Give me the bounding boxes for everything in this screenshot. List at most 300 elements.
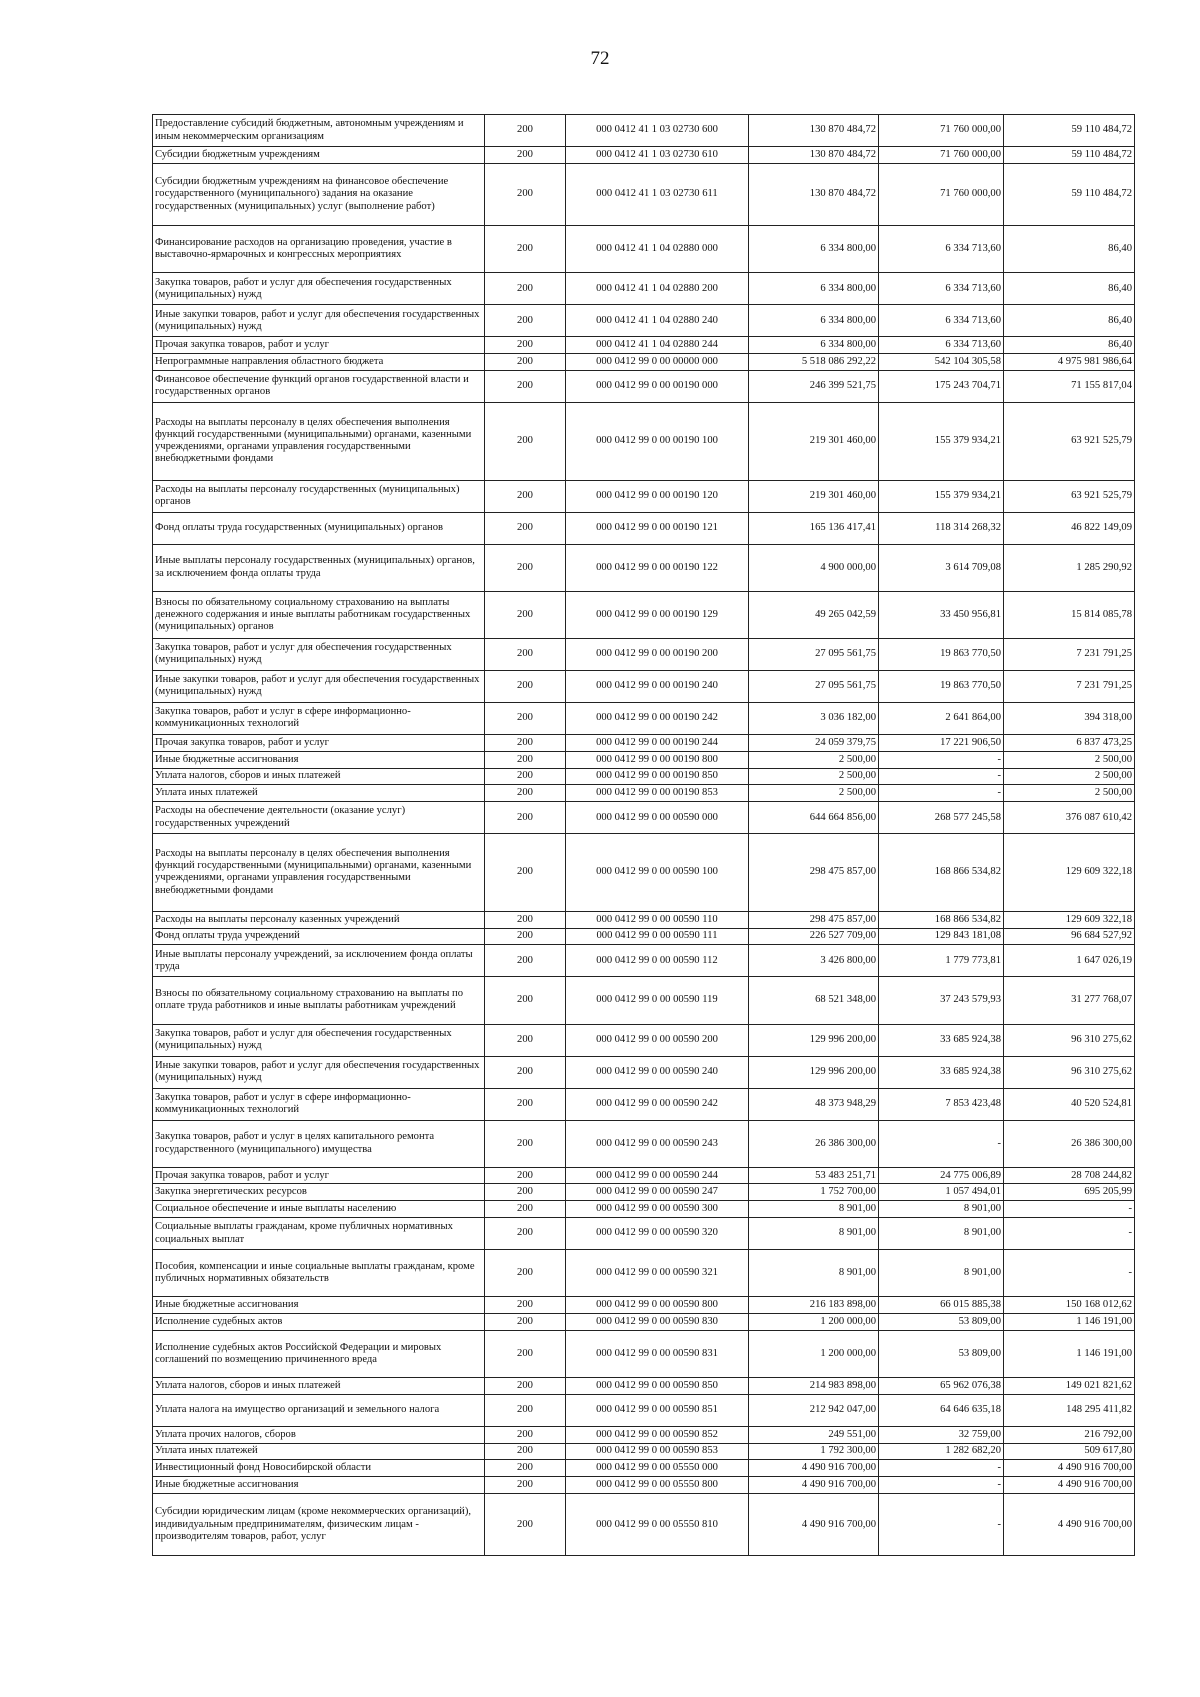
table-row: [153, 1297, 1135, 1314]
row-classification-cell: 000 0412 41 1 04 02880 240: [566, 305, 749, 337]
row-approved-cell: 212 942 047,00: [749, 1394, 879, 1426]
row-name-cell: Уплата налога на имущество организаций и земельного налога: [153, 1394, 485, 1426]
table-row: [153, 1056, 1135, 1088]
row-unexecuted-cell: 4 490 916 700,00: [1004, 1460, 1135, 1477]
row-executed-cell: -: [879, 1494, 1004, 1556]
row-unexecuted-cell: 1 146 191,00: [1004, 1314, 1135, 1331]
row-name-cell: Субсидии юридическим лицам (кроме некоммерческих организаций), индивидуальным предпринимателям, физическим лицам - производителям товаров, работ, услуг: [153, 1494, 485, 1556]
row-unexecuted-cell: 7 231 791,25: [1004, 638, 1135, 670]
row-classification-cell: 000 0412 99 0 00 05550 800: [566, 1477, 749, 1494]
row-approved-cell: 219 301 460,00: [749, 402, 879, 480]
table-row: [153, 273, 1135, 305]
row-code-cell: 200: [485, 147, 566, 164]
row-classification-cell: 000 0412 41 1 04 02880 000: [566, 226, 749, 273]
row-approved-cell: 2 500,00: [749, 751, 879, 768]
row-name-cell: Непрограммные направления областного бюджета: [153, 354, 485, 371]
row-classification-cell: 000 0412 99 0 00 00590 853: [566, 1443, 749, 1460]
row-classification-cell: 000 0412 99 0 00 00190 122: [566, 544, 749, 591]
row-code-cell: 200: [485, 226, 566, 273]
row-code-cell: 200: [485, 402, 566, 480]
page-number: 72: [590, 48, 610, 69]
row-executed-cell: 37 243 579,93: [879, 977, 1004, 1024]
row-classification-cell: 000 0412 99 0 00 05550 000: [566, 1460, 749, 1477]
row-unexecuted-cell: 7 231 791,25: [1004, 670, 1135, 702]
row-name-cell: Иные бюджетные ассигнования: [153, 1477, 485, 1494]
table-row: [153, 370, 1135, 402]
row-unexecuted-cell: 26 386 300,00: [1004, 1120, 1135, 1167]
row-classification-cell: 000 0412 99 0 00 00590 852: [566, 1426, 749, 1443]
row-unexecuted-cell: 28 708 244,82: [1004, 1167, 1135, 1184]
row-classification-cell: 000 0412 41 1 03 02730 600: [566, 115, 749, 147]
table-row: [153, 1088, 1135, 1120]
row-classification-cell: 000 0412 99 0 00 00590 831: [566, 1330, 749, 1377]
row-classification-cell: 000 0412 99 0 00 00590 320: [566, 1218, 749, 1250]
row-classification-cell: 000 0412 99 0 00 00190 120: [566, 480, 749, 512]
row-executed-cell: 8 901,00: [879, 1201, 1004, 1218]
row-executed-cell: 6 334 713,60: [879, 337, 1004, 354]
row-executed-cell: 129 843 181,08: [879, 928, 1004, 945]
row-executed-cell: 71 760 000,00: [879, 115, 1004, 147]
table-row: [153, 163, 1135, 225]
row-approved-cell: 1 200 000,00: [749, 1330, 879, 1377]
row-name-cell: Взносы по обязательному социальному страхованию на выплаты по оплате труда работников и иные выплаты работникам учреждений: [153, 977, 485, 1024]
row-classification-cell: 000 0412 99 0 00 00190 853: [566, 785, 749, 802]
row-code-cell: 200: [485, 163, 566, 225]
table-row: [153, 1378, 1135, 1395]
row-name-cell: Иные выплаты персоналу учреждений, за исключением фонда оплаты труда: [153, 945, 485, 977]
row-name-cell: Исполнение судебных актов Российской Федерации и мировых соглашений по возмещению причиненного вреда: [153, 1330, 485, 1377]
row-approved-cell: 8 901,00: [749, 1201, 879, 1218]
row-classification-cell: 000 0412 99 0 00 00190 200: [566, 638, 749, 670]
row-approved-cell: 216 183 898,00: [749, 1297, 879, 1314]
row-name-cell: Социальные выплаты гражданам, кроме публичных нормативных социальных выплат: [153, 1218, 485, 1250]
row-approved-cell: 6 334 800,00: [749, 305, 879, 337]
row-executed-cell: 53 809,00: [879, 1330, 1004, 1377]
row-name-cell: Иные закупки товаров, работ и услуг для обеспечения государственных (муниципальных) нужд: [153, 305, 485, 337]
row-executed-cell: 66 015 885,38: [879, 1297, 1004, 1314]
row-classification-cell: 000 0412 99 0 00 00590 850: [566, 1378, 749, 1395]
row-unexecuted-cell: -: [1004, 1218, 1135, 1250]
row-classification-cell: 000 0412 41 1 03 02730 611: [566, 163, 749, 225]
row-approved-cell: 3 036 182,00: [749, 702, 879, 734]
table-row: [153, 1394, 1135, 1426]
row-code-cell: 200: [485, 1088, 566, 1120]
row-classification-cell: 000 0412 99 0 00 00190 100: [566, 402, 749, 480]
row-classification-cell: 000 0412 99 0 00 00590 110: [566, 911, 749, 928]
row-code-cell: 200: [485, 1120, 566, 1167]
row-approved-cell: 1 200 000,00: [749, 1314, 879, 1331]
row-code-cell: 200: [485, 670, 566, 702]
table-row: [153, 1443, 1135, 1460]
row-name-cell: Фонд оплаты труда учреждений: [153, 928, 485, 945]
row-classification-cell: 000 0412 99 0 00 00190 800: [566, 751, 749, 768]
table-row: [153, 802, 1135, 834]
table-row: [153, 1167, 1135, 1184]
table-row: [153, 1477, 1135, 1494]
row-approved-cell: 4 900 000,00: [749, 544, 879, 591]
row-unexecuted-cell: 86,40: [1004, 337, 1135, 354]
row-classification-cell: 000 0412 99 0 00 00190 000: [566, 370, 749, 402]
table-row: [153, 1184, 1135, 1201]
row-code-cell: 200: [485, 1167, 566, 1184]
row-unexecuted-cell: 129 609 322,18: [1004, 834, 1135, 912]
row-classification-cell: 000 0412 99 0 00 00590 240: [566, 1056, 749, 1088]
row-executed-cell: 8 901,00: [879, 1250, 1004, 1297]
row-code-cell: 200: [485, 115, 566, 147]
row-unexecuted-cell: 59 110 484,72: [1004, 147, 1135, 164]
row-name-cell: Закупка энергетических ресурсов: [153, 1184, 485, 1201]
row-unexecuted-cell: 148 295 411,82: [1004, 1394, 1135, 1426]
row-unexecuted-cell: 6 837 473,25: [1004, 734, 1135, 751]
row-executed-cell: 6 334 713,60: [879, 305, 1004, 337]
table-row: [153, 785, 1135, 802]
row-classification-cell: 000 0412 99 0 00 00190 121: [566, 512, 749, 544]
row-unexecuted-cell: 59 110 484,72: [1004, 115, 1135, 147]
row-classification-cell: 000 0412 99 0 00 00590 830: [566, 1314, 749, 1331]
row-approved-cell: 6 334 800,00: [749, 337, 879, 354]
row-approved-cell: 6 334 800,00: [749, 226, 879, 273]
row-executed-cell: 8 901,00: [879, 1218, 1004, 1250]
row-approved-cell: 298 475 857,00: [749, 911, 879, 928]
row-unexecuted-cell: 71 155 817,04: [1004, 370, 1135, 402]
row-approved-cell: 3 426 800,00: [749, 945, 879, 977]
row-name-cell: Уплата иных платежей: [153, 785, 485, 802]
row-executed-cell: 7 853 423,48: [879, 1088, 1004, 1120]
row-code-cell: 200: [485, 1477, 566, 1494]
row-classification-cell: 000 0412 99 0 00 00590 244: [566, 1167, 749, 1184]
row-executed-cell: -: [879, 751, 1004, 768]
row-classification-cell: 000 0412 41 1 04 02880 244: [566, 337, 749, 354]
row-approved-cell: 129 996 200,00: [749, 1056, 879, 1088]
row-approved-cell: 130 870 484,72: [749, 163, 879, 225]
row-executed-cell: 168 866 534,82: [879, 911, 1004, 928]
row-code-cell: 200: [485, 512, 566, 544]
row-code-cell: 200: [485, 834, 566, 912]
row-unexecuted-cell: 86,40: [1004, 226, 1135, 273]
row-code-cell: 200: [485, 480, 566, 512]
row-approved-cell: 48 373 948,29: [749, 1088, 879, 1120]
row-name-cell: Закупка товаров, работ и услуг для обеспечения государственных (муниципальных) нужд: [153, 638, 485, 670]
row-code-cell: 200: [485, 1378, 566, 1395]
row-name-cell: Социальное обеспечение и иные выплаты населению: [153, 1201, 485, 1218]
row-name-cell: Финансовое обеспечение функций органов государственной власти и государственных органов: [153, 370, 485, 402]
row-approved-cell: 68 521 348,00: [749, 977, 879, 1024]
row-executed-cell: 24 775 006,89: [879, 1167, 1004, 1184]
row-name-cell: Прочая закупка товаров, работ и услуг: [153, 1167, 485, 1184]
row-classification-cell: 000 0412 99 0 00 00590 119: [566, 977, 749, 1024]
row-executed-cell: 1 282 682,20: [879, 1443, 1004, 1460]
row-classification-cell: 000 0412 99 0 00 00590 200: [566, 1024, 749, 1056]
row-classification-cell: 000 0412 99 0 00 00590 851: [566, 1394, 749, 1426]
row-executed-cell: 1 057 494,01: [879, 1184, 1004, 1201]
row-code-cell: 200: [485, 1297, 566, 1314]
row-approved-cell: 27 095 561,75: [749, 670, 879, 702]
table-row: [153, 928, 1135, 945]
row-unexecuted-cell: 129 609 322,18: [1004, 911, 1135, 928]
row-unexecuted-cell: 376 087 610,42: [1004, 802, 1135, 834]
row-code-cell: 200: [485, 768, 566, 785]
row-executed-cell: 71 760 000,00: [879, 163, 1004, 225]
table-row: [153, 1201, 1135, 1218]
row-code-cell: 200: [485, 785, 566, 802]
row-code-cell: 200: [485, 1426, 566, 1443]
table-row: [153, 115, 1135, 147]
row-code-cell: 200: [485, 1024, 566, 1056]
row-code-cell: 200: [485, 1494, 566, 1556]
row-name-cell: Расходы на выплаты персоналу государственных (муниципальных) органов: [153, 480, 485, 512]
row-unexecuted-cell: 40 520 524,81: [1004, 1088, 1135, 1120]
row-code-cell: 200: [485, 305, 566, 337]
row-classification-cell: 000 0412 99 0 00 00590 800: [566, 1297, 749, 1314]
table-row: [153, 512, 1135, 544]
row-executed-cell: 33 685 924,38: [879, 1056, 1004, 1088]
row-approved-cell: 298 475 857,00: [749, 834, 879, 912]
row-unexecuted-cell: 4 490 916 700,00: [1004, 1494, 1135, 1556]
row-name-cell: Расходы на выплаты персоналу в целях обеспечения выполнения функций государственными (муниципальными) органами, казенными учреждениями, органами управления государственными внебюджетными фондами: [153, 834, 485, 912]
row-unexecuted-cell: 394 318,00: [1004, 702, 1135, 734]
row-name-cell: Взносы по обязательному социальному страхованию на выплаты денежного содержания и иные выплаты работникам государственных (муниципальных) органов: [153, 591, 485, 638]
row-classification-cell: 000 0412 99 0 00 00190 850: [566, 768, 749, 785]
row-code-cell: 200: [485, 751, 566, 768]
row-executed-cell: -: [879, 1120, 1004, 1167]
row-unexecuted-cell: 695 205,99: [1004, 1184, 1135, 1201]
row-name-cell: Закупка товаров, работ и услуг в сфере информационно-коммуникационных технологий: [153, 1088, 485, 1120]
table-row: [153, 768, 1135, 785]
row-approved-cell: 6 334 800,00: [749, 273, 879, 305]
row-classification-cell: 000 0412 99 0 00 00590 111: [566, 928, 749, 945]
row-name-cell: Уплата иных платежей: [153, 1443, 485, 1460]
row-name-cell: Расходы на выплаты персоналу казенных учреждений: [153, 911, 485, 928]
row-classification-cell: 000 0412 99 0 00 00190 240: [566, 670, 749, 702]
row-executed-cell: 17 221 906,50: [879, 734, 1004, 751]
row-code-cell: 200: [485, 1056, 566, 1088]
row-approved-cell: 4 490 916 700,00: [749, 1477, 879, 1494]
row-approved-cell: 644 664 856,00: [749, 802, 879, 834]
row-name-cell: Инвестиционный фонд Новосибирской области: [153, 1460, 485, 1477]
row-code-cell: 200: [485, 945, 566, 977]
row-approved-cell: 1 752 700,00: [749, 1184, 879, 1201]
row-classification-cell: 000 0412 41 1 03 02730 610: [566, 147, 749, 164]
row-name-cell: Прочая закупка товаров, работ и услуг: [153, 337, 485, 354]
row-name-cell: Закупка товаров, работ и услуг для обеспечения государственных (муниципальных) нужд: [153, 1024, 485, 1056]
row-approved-cell: 4 490 916 700,00: [749, 1494, 879, 1556]
row-name-cell: Закупка товаров, работ и услуг для обеспечения государственных (муниципальных) нужд: [153, 273, 485, 305]
row-unexecuted-cell: 150 168 012,62: [1004, 1297, 1135, 1314]
row-unexecuted-cell: 96 684 527,92: [1004, 928, 1135, 945]
row-unexecuted-cell: 1 647 026,19: [1004, 945, 1135, 977]
row-classification-cell: 000 0412 99 0 00 00190 129: [566, 591, 749, 638]
row-executed-cell: -: [879, 1460, 1004, 1477]
row-unexecuted-cell: 31 277 768,07: [1004, 977, 1135, 1024]
row-approved-cell: 249 551,00: [749, 1426, 879, 1443]
row-approved-cell: 226 527 709,00: [749, 928, 879, 945]
row-unexecuted-cell: -: [1004, 1201, 1135, 1218]
table-row: [153, 1426, 1135, 1443]
row-classification-cell: 000 0412 99 0 00 00590 112: [566, 945, 749, 977]
row-code-cell: 200: [485, 928, 566, 945]
row-executed-cell: 268 577 245,58: [879, 802, 1004, 834]
row-approved-cell: 1 792 300,00: [749, 1443, 879, 1460]
row-approved-cell: 26 386 300,00: [749, 1120, 879, 1167]
row-unexecuted-cell: 63 921 525,79: [1004, 402, 1135, 480]
row-executed-cell: -: [879, 785, 1004, 802]
table-row: [153, 734, 1135, 751]
row-classification-cell: 000 0412 99 0 00 00000 000: [566, 354, 749, 371]
row-executed-cell: -: [879, 1477, 1004, 1494]
row-code-cell: 200: [485, 1250, 566, 1297]
row-name-cell: Предоставление субсидий бюджетным, автономным учреждениям и иным некоммерческим организациям: [153, 115, 485, 147]
row-executed-cell: 65 962 076,38: [879, 1378, 1004, 1395]
row-name-cell: Иные бюджетные ассигнования: [153, 1297, 485, 1314]
row-unexecuted-cell: 63 921 525,79: [1004, 480, 1135, 512]
row-executed-cell: 71 760 000,00: [879, 147, 1004, 164]
row-classification-cell: 000 0412 99 0 00 00190 244: [566, 734, 749, 751]
table-row: [153, 834, 1135, 912]
row-name-cell: Исполнение судебных актов: [153, 1314, 485, 1331]
row-executed-cell: 1 779 773,81: [879, 945, 1004, 977]
table-row: [153, 480, 1135, 512]
row-unexecuted-cell: 96 310 275,62: [1004, 1056, 1135, 1088]
row-executed-cell: 33 450 956,81: [879, 591, 1004, 638]
row-name-cell: Закупка товаров, работ и услуг в сфере информационно-коммуникационных технологий: [153, 702, 485, 734]
row-code-cell: 200: [485, 544, 566, 591]
row-code-cell: 200: [485, 734, 566, 751]
row-name-cell: Иные бюджетные ассигнования: [153, 751, 485, 768]
row-executed-cell: 53 809,00: [879, 1314, 1004, 1331]
table-row: [153, 977, 1135, 1024]
row-code-cell: 200: [485, 354, 566, 371]
row-classification-cell: 000 0412 99 0 00 00590 321: [566, 1250, 749, 1297]
row-approved-cell: 5 518 086 292,22: [749, 354, 879, 371]
table-row: [153, 1314, 1135, 1331]
row-name-cell: Расходы на обеспечение деятельности (оказание услуг) государственных учреждений: [153, 802, 485, 834]
row-name-cell: Расходы на выплаты персоналу в целях обеспечения выполнения функций государственными (муниципальными) органами, казенными учреждениями, органами управления государственными внебюджетными фондами: [153, 402, 485, 480]
row-name-cell: Иные закупки товаров, работ и услуг для обеспечения государственных (муниципальных) нужд: [153, 1056, 485, 1088]
table-row: [153, 337, 1135, 354]
row-approved-cell: 219 301 460,00: [749, 480, 879, 512]
table-row: [153, 1460, 1135, 1477]
row-approved-cell: 24 059 379,75: [749, 734, 879, 751]
row-unexecuted-cell: 46 822 149,09: [1004, 512, 1135, 544]
row-name-cell: Субсидии бюджетным учреждениям на финансовое обеспечение государственного (муниципального) задания на оказание государственных (муниципальных) услуг (выполнение работ): [153, 163, 485, 225]
row-code-cell: 200: [485, 1330, 566, 1377]
row-unexecuted-cell: 1 285 290,92: [1004, 544, 1135, 591]
row-code-cell: 200: [485, 1460, 566, 1477]
row-classification-cell: 000 0412 99 0 00 00590 000: [566, 802, 749, 834]
row-unexecuted-cell: 4 975 981 986,64: [1004, 354, 1135, 371]
table-row: [153, 354, 1135, 371]
table-row: [153, 1250, 1135, 1297]
row-approved-cell: 53 483 251,71: [749, 1167, 879, 1184]
row-name-cell: Прочая закупка товаров, работ и услуг: [153, 734, 485, 751]
row-approved-cell: 129 996 200,00: [749, 1024, 879, 1056]
row-executed-cell: 2 641 864,00: [879, 702, 1004, 734]
row-name-cell: Иные выплаты персоналу государственных (муниципальных) органов, за исключением фонда оплаты труда: [153, 544, 485, 591]
row-classification-cell: 000 0412 99 0 00 00590 242: [566, 1088, 749, 1120]
row-code-cell: 200: [485, 1443, 566, 1460]
table-row: [153, 911, 1135, 928]
row-name-cell: Субсидии бюджетным учреждениям: [153, 147, 485, 164]
row-classification-cell: 000 0412 99 0 00 00590 247: [566, 1184, 749, 1201]
row-code-cell: 200: [485, 1394, 566, 1426]
row-unexecuted-cell: -: [1004, 1250, 1135, 1297]
row-name-cell: Уплата налогов, сборов и иных платежей: [153, 1378, 485, 1395]
row-executed-cell: 155 379 934,21: [879, 480, 1004, 512]
row-name-cell: Уплата налогов, сборов и иных платежей: [153, 768, 485, 785]
row-unexecuted-cell: 96 310 275,62: [1004, 1024, 1135, 1056]
row-code-cell: 200: [485, 370, 566, 402]
table-row: [153, 591, 1135, 638]
row-code-cell: 200: [485, 802, 566, 834]
budget-execution-table: [152, 114, 1135, 1556]
row-code-cell: 200: [485, 337, 566, 354]
row-executed-cell: 64 646 635,18: [879, 1394, 1004, 1426]
row-classification-cell: 000 0412 99 0 00 05550 810: [566, 1494, 749, 1556]
row-executed-cell: 168 866 534,82: [879, 834, 1004, 912]
table-row: [153, 305, 1135, 337]
row-executed-cell: 542 104 305,58: [879, 354, 1004, 371]
row-unexecuted-cell: 509 617,80: [1004, 1443, 1135, 1460]
row-unexecuted-cell: 2 500,00: [1004, 785, 1135, 802]
row-code-cell: 200: [485, 702, 566, 734]
row-approved-cell: 165 136 417,41: [749, 512, 879, 544]
row-approved-cell: 4 490 916 700,00: [749, 1460, 879, 1477]
row-executed-cell: 175 243 704,71: [879, 370, 1004, 402]
row-name-cell: Иные закупки товаров, работ и услуг для обеспечения государственных (муниципальных) нужд: [153, 670, 485, 702]
row-approved-cell: 2 500,00: [749, 785, 879, 802]
row-approved-cell: 49 265 042,59: [749, 591, 879, 638]
table-row: [153, 945, 1135, 977]
row-approved-cell: 246 399 521,75: [749, 370, 879, 402]
row-approved-cell: 214 983 898,00: [749, 1378, 879, 1395]
row-unexecuted-cell: 1 146 191,00: [1004, 1330, 1135, 1377]
row-approved-cell: 130 870 484,72: [749, 115, 879, 147]
row-code-cell: 200: [485, 591, 566, 638]
row-code-cell: 200: [485, 638, 566, 670]
row-code-cell: 200: [485, 977, 566, 1024]
row-unexecuted-cell: 86,40: [1004, 273, 1135, 305]
table-row: [153, 402, 1135, 480]
table-body: [153, 115, 1135, 1556]
row-executed-cell: 3 614 709,08: [879, 544, 1004, 591]
row-unexecuted-cell: 86,40: [1004, 305, 1135, 337]
table-row: [153, 1494, 1135, 1556]
table-row: [153, 1330, 1135, 1377]
row-executed-cell: 155 379 934,21: [879, 402, 1004, 480]
table-row: [153, 670, 1135, 702]
table-row: [153, 751, 1135, 768]
row-code-cell: 200: [485, 1201, 566, 1218]
row-code-cell: 200: [485, 1218, 566, 1250]
row-classification-cell: 000 0412 99 0 00 00590 300: [566, 1201, 749, 1218]
row-approved-cell: 130 870 484,72: [749, 147, 879, 164]
row-name-cell: Финансирование расходов на организацию проведения, участие в выставочно-ярмарочных и конгрессных мероприятиях: [153, 226, 485, 273]
table-row: [153, 702, 1135, 734]
row-classification-cell: 000 0412 99 0 00 00590 243: [566, 1120, 749, 1167]
table-row: [153, 147, 1135, 164]
row-classification-cell: 000 0412 99 0 00 00590 100: [566, 834, 749, 912]
row-unexecuted-cell: 4 490 916 700,00: [1004, 1477, 1135, 1494]
table-row: [153, 638, 1135, 670]
row-unexecuted-cell: 2 500,00: [1004, 768, 1135, 785]
row-approved-cell: 8 901,00: [749, 1218, 879, 1250]
row-executed-cell: 6 334 713,60: [879, 273, 1004, 305]
row-unexecuted-cell: 216 792,00: [1004, 1426, 1135, 1443]
row-name-cell: Пособия, компенсации и иные социальные выплаты гражданам, кроме публичных нормативных обязательств: [153, 1250, 485, 1297]
row-classification-cell: 000 0412 99 0 00 00190 242: [566, 702, 749, 734]
table-row: [153, 1218, 1135, 1250]
table-row: [153, 544, 1135, 591]
